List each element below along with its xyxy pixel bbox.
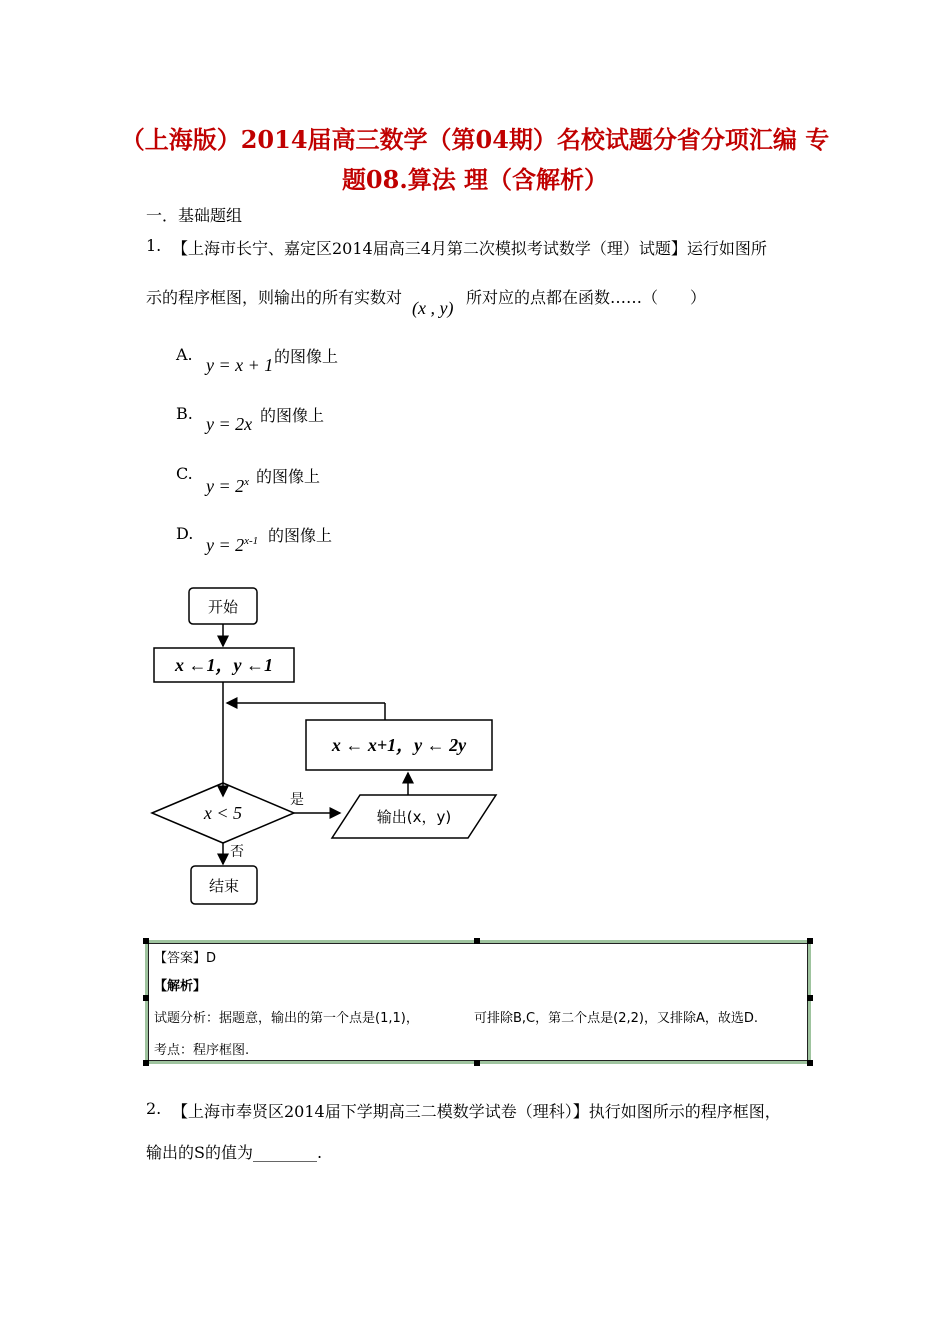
update-label: x ← x+1，y ← 2y <box>331 735 467 755</box>
frame-handle <box>474 1060 480 1066</box>
option-d-suffix: 的图像上 <box>268 526 333 545</box>
option-c-exponent: x <box>244 476 250 488</box>
frame-handle <box>143 1060 149 1066</box>
option-d-label: D. <box>176 524 194 543</box>
program-flowchart <box>140 580 510 920</box>
option-a-label: A. <box>176 345 193 364</box>
option-a-suffix: 的图像上 <box>274 347 339 366</box>
answer-line: 【答案】D <box>154 951 217 966</box>
frame-handle <box>807 938 813 944</box>
frame-handle <box>807 1060 813 1066</box>
option-c-formula <box>206 476 249 497</box>
q2-text-line1: 【上海市奉贤区2014届下学期高三二模数学试卷（理科）】执行如图所示的程序框图， <box>172 1102 781 1121</box>
condition-label: x < 5 <box>203 803 243 823</box>
output-label: 输出(x，y) <box>376 808 452 826</box>
q1-text-line2-a: 示的程序框图，则输出的所有实数对 <box>146 288 403 307</box>
start-label: 开始 <box>207 598 239 616</box>
option-b-label: B. <box>176 404 193 423</box>
frame-handle <box>143 938 149 944</box>
analysis-text-b: 可排除B,C，第二个点是(2,2)，又排除A，故选D. <box>474 1011 758 1026</box>
q2-text-line2: 输出的S的值为________. <box>146 1143 323 1162</box>
kaodian-line: 考点：程序框图. <box>154 1043 250 1058</box>
end-label: 结束 <box>208 877 240 895</box>
option-c-label: C. <box>176 464 193 483</box>
analysis-text-a: 试题分析：据题意，输出的第一个点是(1,1)， <box>154 1011 419 1026</box>
section-heading: 一．基础题组 <box>146 206 243 225</box>
option-a-formula: y = x + 1 <box>206 355 274 375</box>
frame-handle <box>143 995 149 1001</box>
q1-text-line2-b: 所对应的点都在函数……（ ） <box>466 288 707 307</box>
yes-label: 是 <box>290 792 304 808</box>
option-c-base: y = 2 <box>206 476 245 496</box>
q1-number: 1. <box>146 236 162 255</box>
answer-box <box>145 940 811 1064</box>
option-d-formula <box>206 535 258 556</box>
q2-number: 2. <box>146 1099 162 1118</box>
no-label: 否 <box>230 844 244 860</box>
document-title-line1: （上海版）2014届高三数学（第04期）名校试题分省分项汇编 专 <box>120 125 830 154</box>
q1-text-line1: 【上海市长宁、嘉定区2014届高三4月第二次模拟考试数学（理）试题】运行如图所 <box>172 239 767 258</box>
document-title-line2: 题08.算法 理（含解析） <box>341 165 609 194</box>
option-d-base: y = 2 <box>206 535 245 555</box>
analysis-heading: 【解析】 <box>154 979 207 994</box>
q1-pair: (x , y) <box>412 298 454 318</box>
option-d-exponent: x-1 <box>244 535 259 547</box>
option-c-suffix: 的图像上 <box>256 467 321 486</box>
option-b-formula: y = 2x <box>206 414 253 434</box>
frame-handle <box>474 938 480 944</box>
init-label: x ←1，y ←1 <box>175 655 273 675</box>
frame-handle <box>807 995 813 1001</box>
option-b-suffix: 的图像上 <box>260 406 325 425</box>
